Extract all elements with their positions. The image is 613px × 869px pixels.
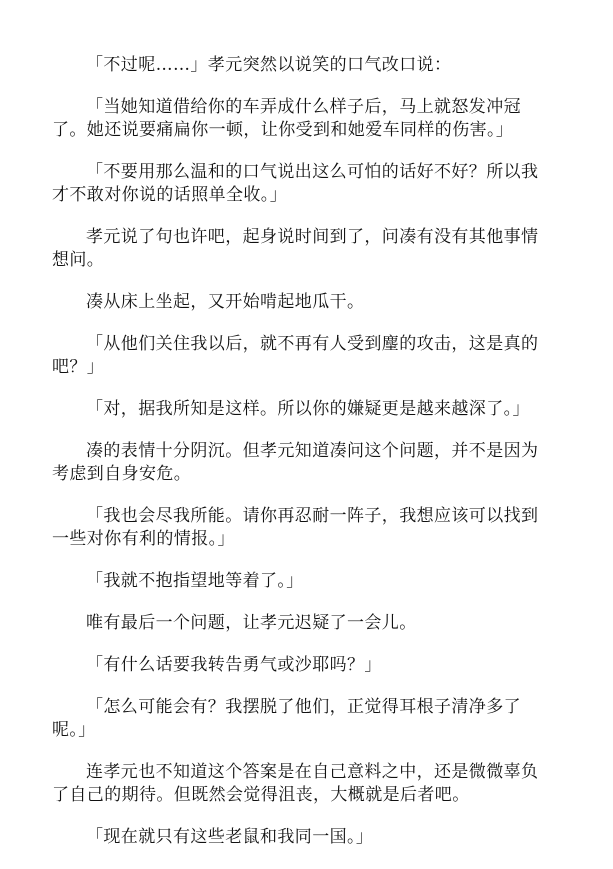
- paragraph: 「不要用那么温和的口气说出这么可怕的话好不好？所以我才不敢对你说的话照单全收。」: [52, 162, 539, 205]
- paragraph: 「有什么话要我转告勇气或沙耶吗？」: [86, 655, 382, 675]
- paragraph: 「我就不抱指望地等着了。」: [86, 571, 304, 591]
- paragraph: 孝元说了句也许吧，起身说时间到了，问凑有没有其他事情想问。: [52, 227, 539, 270]
- paragraph: 「对，据我所知是这样。所以你的嫌疑更是越来越深了。」: [86, 399, 530, 419]
- paragraph: 「怎么可能会有？我摆脱了他们，正觉得耳根子清净多了呢。」: [52, 697, 521, 740]
- paragraph: 「不过呢……」孝元突然以说笑的口气改口说：: [86, 55, 452, 75]
- paragraph: 凑的表情十分阴沉。但孝元知道凑问这个问题，并不是因为考虑到自身安危。: [52, 441, 539, 484]
- paragraph: 「当她知道借给你的车弄成什么样子后，马上就怒发冲冠了。她还说要痛扁你一顿，让你受到和她爱车同样的伤害。」: [52, 97, 521, 140]
- document-page: [52, 54, 540, 868]
- paragraph: 「从他们关住我以后，就不再有人受到麈的攻击，这是真的吧？」: [52, 334, 539, 377]
- paragraph: 连孝元也不知道这个答案是在自己意料之中，还是微微辜负了自己的期待。但既然会觉得沮丧，大概就是后者吧。: [52, 762, 539, 805]
- paragraph: 唯有最后一个问题，让孝元迟疑了一会儿。: [86, 613, 417, 633]
- paragraph: 「我也会尽我所能。请你再忍耐一阵子，我想应该可以找到一些对你有利的情报。」: [52, 506, 539, 549]
- paragraph: 「现在就只有这些老鼠和我同一国。」: [86, 827, 374, 847]
- paragraph: 凑从床上坐起，又开始啃起地瓜干。: [86, 292, 365, 312]
